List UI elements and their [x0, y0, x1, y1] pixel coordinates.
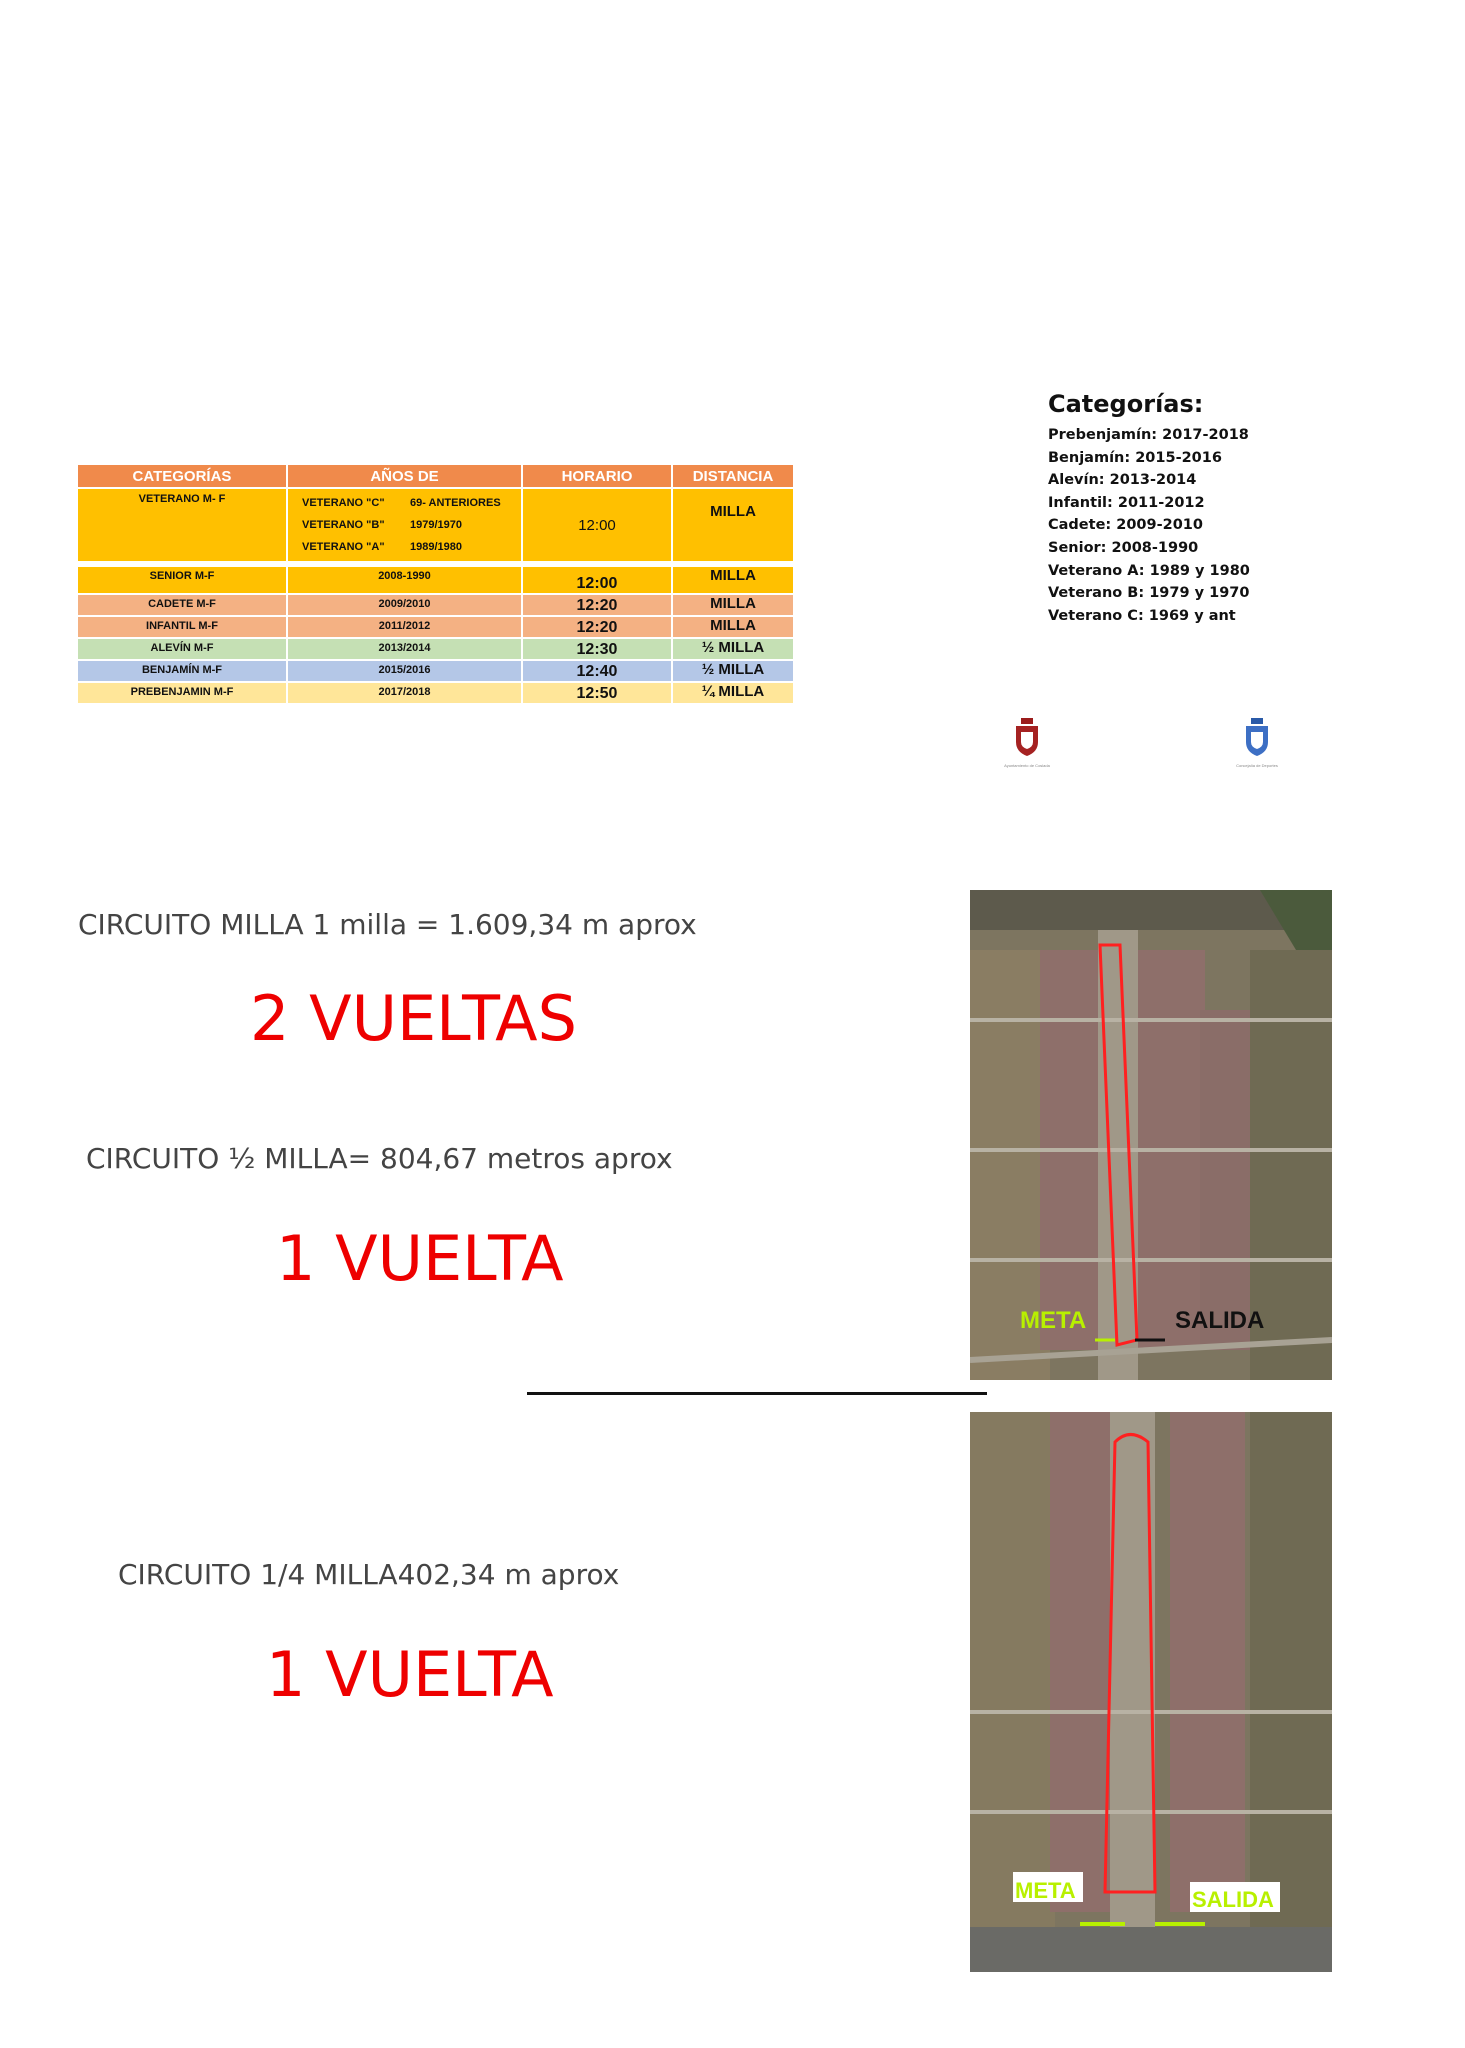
- row-time: 12:50: [523, 683, 673, 705]
- header-horario: HORARIO: [523, 465, 673, 489]
- table-row-senior: [78, 567, 795, 595]
- city-council-caption: Ayuntamiento de Coslada: [1004, 763, 1050, 768]
- veterano-distance: MILLA: [673, 489, 795, 563]
- row-category: ALEVÍN M-F: [78, 639, 288, 661]
- veterano-a-line: [302, 536, 521, 558]
- row-distance: MILLA: [673, 617, 795, 639]
- row-time: 12:00: [523, 567, 673, 595]
- category-item: Benjamín: 2015-2016: [1048, 449, 1222, 466]
- category-item: Prebenjamín: 2017-2018: [1048, 427, 1249, 443]
- city-council-logo: [1002, 718, 1052, 768]
- table-row-prebenjamin: [78, 683, 795, 705]
- row-time: 12:20: [523, 595, 673, 617]
- category-item: Senior: 2008-1990: [1048, 539, 1199, 556]
- row-years: 2008-1990: [288, 567, 523, 595]
- row-time: 12:40: [523, 661, 673, 683]
- category-item: Cadete: 2009-2010: [1048, 517, 1203, 534]
- veterano-a-name: VETERANO "A": [302, 541, 385, 553]
- row-time: 12:30: [523, 639, 673, 661]
- row-distance: ½ MILLA: [673, 661, 795, 683]
- row-years: 2017/2018: [288, 683, 523, 705]
- veterano-b-years: 1979/1970: [410, 519, 462, 531]
- veterano-time: 12:00: [523, 489, 673, 563]
- map-top-meta-label: META: [1020, 1307, 1087, 1334]
- category-item: Alevín: 2013-2014: [1048, 472, 1197, 489]
- veterano-b-line: [302, 514, 521, 536]
- categories-title: Categorías:: [1048, 390, 1204, 418]
- row-years: 2015/2016: [288, 661, 523, 683]
- schedule-table: [78, 465, 795, 705]
- circuit-quarter-laps: 1 VUELTA: [266, 1638, 554, 1711]
- aerial-map-top: [970, 890, 1332, 1380]
- row-category: SENIOR M-F: [78, 567, 288, 595]
- header-categorias: CATEGORÍAS: [78, 465, 288, 489]
- table-header-row: [78, 465, 795, 489]
- veterano-c-name: VETERANO "C": [302, 497, 385, 509]
- sports-dept-logo: [1232, 718, 1282, 768]
- row-time: 12:20: [523, 617, 673, 639]
- table-row-infantil: [78, 617, 795, 639]
- row-category: CADETE M-F: [78, 595, 288, 617]
- divider-line: [527, 1392, 987, 1395]
- veterano-c-years: 69- ANTERIORES: [410, 497, 501, 509]
- header-distancia: DISTANCIA: [673, 465, 795, 489]
- veterano-b-name: VETERANO "B": [302, 519, 385, 531]
- row-category: INFANTIL M-F: [78, 617, 288, 639]
- row-distance: MILLA: [673, 567, 795, 595]
- sports-crest-icon: [1244, 718, 1270, 758]
- categories-list: [1048, 390, 1250, 627]
- category-item: Infantil: 2011-2012: [1048, 494, 1205, 511]
- header-anos: AÑOS DE: [288, 465, 523, 489]
- aerial-map-bottom: [970, 1412, 1332, 1972]
- circuit-milla-laps: 2 VUELTAS: [250, 982, 577, 1055]
- row-years: 2009/2010: [288, 595, 523, 617]
- circuit-quarter-label: CIRCUITO 1/4 MILLA402,34 m aprox: [118, 1558, 620, 1591]
- row-category: PREBENJAMIN M-F: [78, 683, 288, 705]
- map-top-salida-label: SALIDA: [1175, 1307, 1265, 1334]
- circuit-milla-label: CIRCUITO MILLA 1 milla = 1.609,34 m aprox: [78, 908, 697, 941]
- row-distance: ½ MILLA: [673, 639, 795, 661]
- sports-dept-caption: Concejalía de Deportes: [1236, 763, 1278, 768]
- circuit-half-laps: 1 VUELTA: [276, 1222, 564, 1295]
- circuit-half-label: CIRCUITO ½ MILLA= 804,67 metros aprox: [86, 1142, 673, 1175]
- category-item: Veterano B: 1979 y 1970: [1048, 585, 1250, 602]
- map-bottom-meta-label: META: [1015, 1878, 1076, 1903]
- row-years: 2011/2012: [288, 617, 523, 639]
- category-item: Veterano A: 1989 y 1980: [1048, 562, 1250, 579]
- row-category: BENJAMÍN M-F: [78, 661, 288, 683]
- row-distance: MILLA: [673, 595, 795, 617]
- row-years: 2013/2014: [288, 639, 523, 661]
- row-distance: ¼ MILLA: [673, 683, 795, 705]
- city-crest-icon: [1014, 718, 1040, 758]
- veterano-years: [288, 489, 523, 563]
- map-bottom-salida-label: SALIDA: [1192, 1887, 1274, 1912]
- category-item: Veterano C: 1969 y ant: [1048, 607, 1236, 624]
- table-row-veterano: [78, 489, 795, 563]
- table-row-alevin: [78, 639, 795, 661]
- table-row-benjamin: [78, 661, 795, 683]
- table-row-cadete: [78, 595, 795, 617]
- veterano-c-line: [302, 492, 521, 514]
- veterano-a-years: 1989/1980: [410, 541, 462, 553]
- veterano-category: VETERANO M- F: [78, 489, 288, 563]
